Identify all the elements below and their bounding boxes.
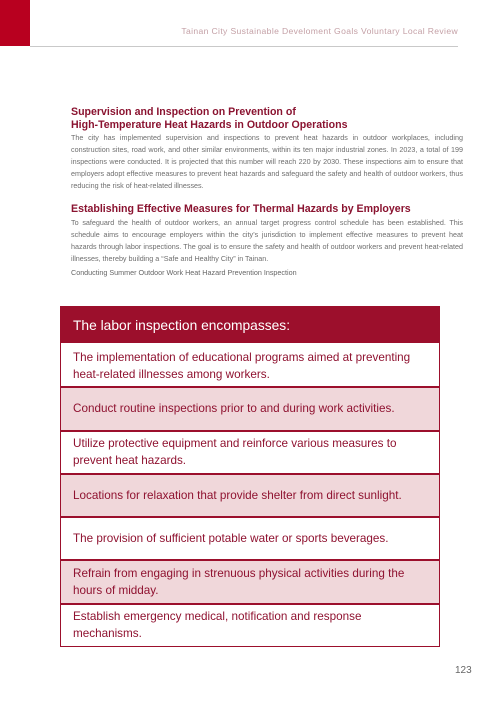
main-content — [71, 106, 463, 279]
section-title-supervision — [71, 106, 463, 131]
section-body-supervision: The city has implemented supervision and inspections to prevent heat hazards in outdoor workplaces, including construction sites, road work, and other similar environments, within its ten major industrial zones. In 2023, a total of 199 inspections were conducted. It is projected that this number will reach 220 by 2030. These inspections aim to ensure that employers adopt effective measures to prevent heat hazards and safeguard the safety and health of outdoor workers, thus reducing the risk of heat-related illnesses. — [71, 133, 463, 190]
inspection-item: Refrain from engaging in strenuous physical activities during the hours of midday. — [61, 559, 439, 602]
photo-caption: Conducting Summer Outdoor Work Heat Hazard Prevention Inspection — [71, 267, 297, 277]
labor-inspection-panel — [60, 306, 440, 647]
inspection-item: Conduct routine inspections prior to and during work activities. — [61, 386, 439, 429]
page-number: 123 — [455, 665, 472, 676]
panel-heading: The labor inspection encompasses: — [61, 307, 439, 345]
section-title-line-1: Supervision and Inspection on Prevention of — [71, 106, 296, 118]
corner-accent-bar — [0, 0, 30, 46]
inspection-item: Utilize protective equipment and reinforce various measures to prevent heat hazards. — [61, 430, 439, 473]
section-title-measures: Establishing Effective Measures for Thermal Hazards by Employers — [71, 203, 411, 215]
section-body-measures: To safeguard the health of outdoor workers, an annual target progress control schedule has been established. This schedule aims to encourage employers within the city’s jurisdiction to implement effective measures to prevent heat hazards through labor inspections. The goal is to ensure the safety and health of outdoor workers and prevent heat-related illnesses, thereby building a “Safe and Healthy City” in Tainan. — [71, 217, 463, 263]
section-title-line-2: High-Temperature Heat Hazards in Outdoor Operations — [71, 118, 348, 131]
inspection-item: Locations for relaxation that provide shelter from direct sunlight. — [61, 473, 439, 516]
header-divider — [30, 46, 458, 47]
inspection-item: Establish emergency medical, notification and response mechanisms. — [61, 603, 439, 646]
running-header-title: Tainan City Sustainable Develoment Goals Voluntary Local Review — [181, 26, 458, 36]
inspection-item: The provision of sufficient potable water or sports beverages. — [61, 516, 439, 559]
inspection-item: The implementation of educational programs aimed at preventing heat-related illnesses among workers. — [73, 350, 411, 381]
